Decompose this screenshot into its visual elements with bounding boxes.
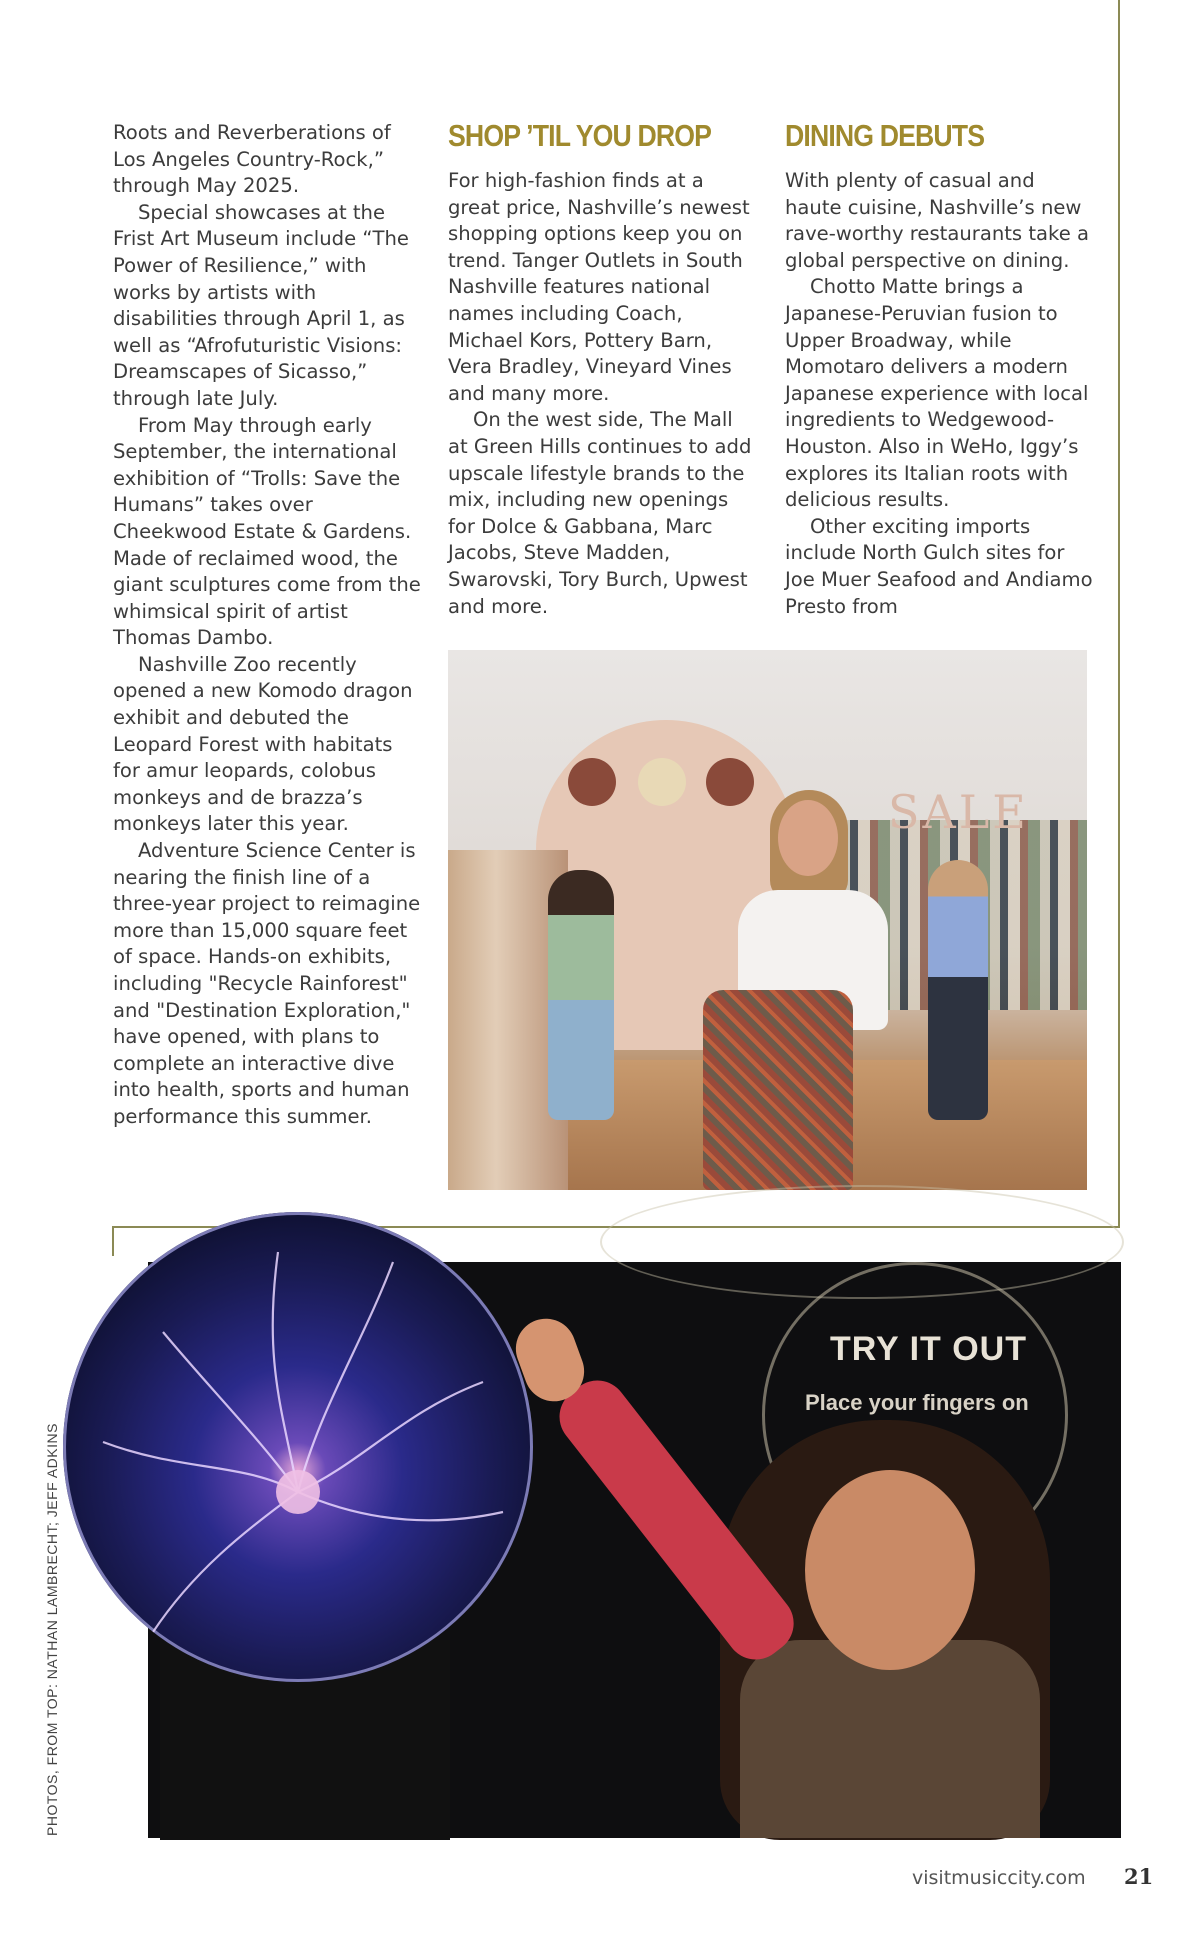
hat — [568, 758, 616, 806]
sale-sign: SALE — [888, 785, 1029, 839]
child-face — [805, 1470, 975, 1670]
woman-face — [778, 800, 838, 876]
paragraph: With plenty of casual and haute cuisine, Nashville’s new rave-worthy restaurants take a global perspective on dining. — [785, 169, 1089, 272]
section-heading-dining: DINING DEBUTS — [785, 118, 985, 153]
paragraph: For high-fashion finds at a great price, Nashville’s newest shopping options keep you on trend. Tanger Outlets in South Nashville features national names including Coach, Michael Kors, Pottery Barn, Vera Bradley, Vineyard Vines and many more. — [448, 169, 750, 405]
knit-dress — [703, 990, 853, 1190]
photo-credit: PHOTOS, FROM TOP: NATHAN LAMBRECHT; JEFF ADKINS — [44, 1423, 60, 1836]
paragraph: Adventure Science Center is nearing the finish line of a three-year project to reimagine more than 15,000 square feet of space. Hands-on exhibits, including "Recycle Rainforest" and "Destination Exploration," have opened, with plans to complete an interactive dive into health, sports and human performance this summer. — [113, 839, 421, 1128]
paragraph: Nashville Zoo recently opened a new Komodo dragon exhibit and debuted the Leopard Forest with habitats for amur leopards, colobus monkeys and de brazza’s monkeys later this year. — [113, 652, 413, 836]
plasma-filaments — [63, 1212, 533, 1682]
paragraph: From May through early September, the international exhibition of “Trolls: Save the Humans” takes over Cheekwood Estate & Gardens. Made of reclaimed wood, the giant sculptures come from the whimsical spirit of artist Thomas Dambo. — [113, 413, 421, 650]
footer-website: visitmusiccity.com — [912, 1867, 1086, 1889]
paragraph: Other exciting imports include North Gulch sites for Joe Muer Seafood and Andiamo Presto from — [785, 514, 1093, 618]
section-heading-shopping: SHOP ’TIL YOU DROP — [448, 118, 712, 153]
hat — [706, 758, 754, 806]
shopper-figure — [928, 860, 988, 1120]
paragraph: Chotto Matte brings a Japanese-Peruvian fusion to Upper Broadway, while Momotaro delivers a modern Japanese experience with local ingredients to Wedgewood-Houston. Also in WeHo, Iggy’s explores its Italian roots with delicious results. — [785, 275, 1089, 512]
hat — [638, 758, 686, 806]
shopper-figure — [548, 870, 614, 1120]
exhibit-sign-title: TRY IT OUT — [830, 1330, 1027, 1368]
exhibit-sign-subtitle: Place your fingers on — [805, 1390, 1029, 1415]
article-column-attractions — [113, 120, 423, 1131]
paragraph: On the west side, The Mall at Green Hills continues to add upscale lifestyle brands to the mix, including new openings for Dolce & Gabbana, Marc Jacobs, Steve Madden, Swarovski, Tory Burch, Upwest and more. — [448, 408, 752, 618]
store-photo — [448, 650, 1087, 1190]
article-column-dining — [785, 168, 1095, 620]
paragraph: Special showcases at the Frist Art Museum include “The Power of Resilience,” with works by artists with disabilities through April 1, as well as “Afrofuturistic Visions: Dreamscapes of Sicasso,” through late July. — [113, 200, 409, 410]
article-column-shopping — [448, 168, 758, 620]
page-number: 21 — [1124, 1864, 1154, 1889]
frame-rule-right — [1118, 0, 1120, 1228]
paragraph: Roots and Reverberations of Los Angeles Country-Rock,” through May 2025. — [113, 121, 391, 198]
plasma-ball — [63, 1212, 533, 1682]
